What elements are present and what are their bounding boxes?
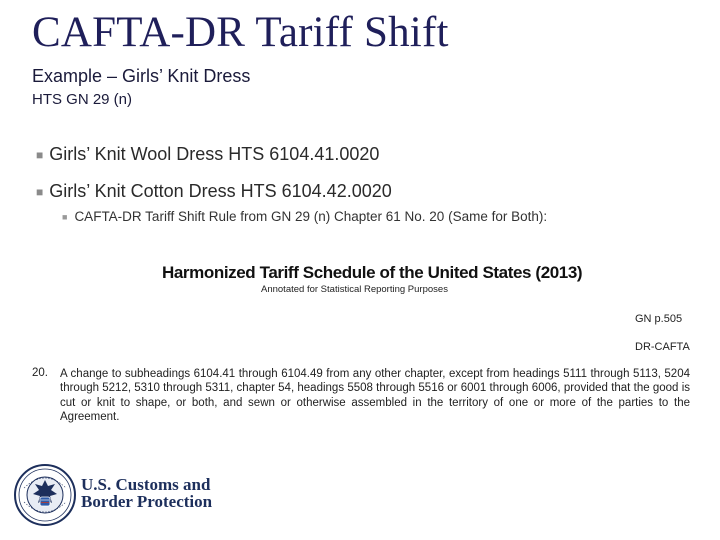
sub-bullet-text: CAFTA-DR Tariff Shift Rule from GN 29 (n) Chapter 61 No. 20 (Same for Both): xyxy=(74,209,548,224)
slide-subtitle-reference: HTS GN 29 (n) xyxy=(32,91,133,108)
sub-bullet-item xyxy=(62,209,547,224)
dhs-seal-icon xyxy=(14,464,76,526)
hts-annotation: Annotated for Statistical Reporting Purposes xyxy=(261,284,448,295)
rule-text: A change to subheadings 6104.41 through 6104.49 from any other chapter, except from headings 5111 through 5113, 5204 through 5212, 5310 through 5311, chapter 54, headings 5508 through 5516 or 6001 through 6006, provided that the good is cut or knit to shape, or both, and sewn or otherwise assembled in the territory of one or more of the parties to the Agreement. xyxy=(60,368,690,423)
hts-heading: Harmonized Tariff Schedule of the United States (2013) xyxy=(162,263,583,282)
rule-number: 20. xyxy=(32,367,48,379)
square-bullet-icon: ■ xyxy=(36,147,44,162)
bullet-text: Girls’ Knit Wool Dress HTS 6104.41.0020 xyxy=(49,144,380,164)
bullet-item xyxy=(36,144,379,165)
bullet-text: Girls’ Knit Cotton Dress HTS 6104.42.0020 xyxy=(49,181,392,201)
org-name-line2: Border Protection xyxy=(81,492,213,511)
slide-subtitle: Example – Girls’ Knit Dress xyxy=(32,66,251,86)
bullet-item xyxy=(36,181,392,202)
org-name-line1: U.S. Customs and xyxy=(81,475,211,494)
org-name xyxy=(81,476,212,510)
program-label: DR-CAFTA xyxy=(635,341,690,353)
square-bullet-icon: ■ xyxy=(62,211,68,222)
gn-page-label: GN p.505 xyxy=(635,313,683,325)
square-bullet-icon: ■ xyxy=(36,184,44,199)
slide-title: CAFTA-DR Tariff Shift xyxy=(32,9,449,56)
